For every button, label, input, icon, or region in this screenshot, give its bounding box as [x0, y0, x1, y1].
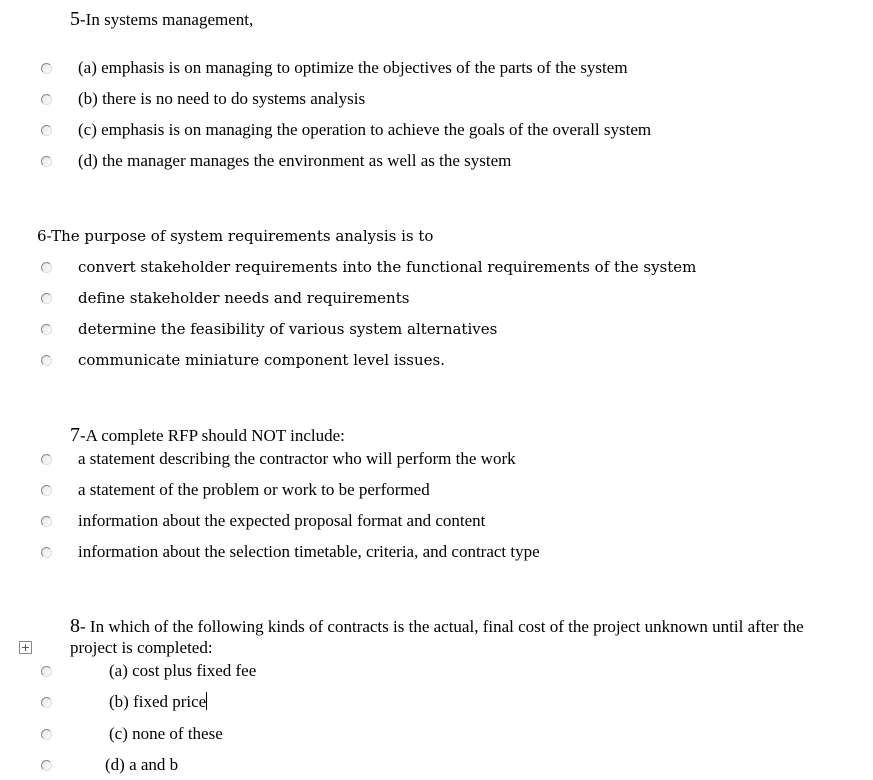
option-q8-a: (a) cost plus fixed fee — [109, 661, 257, 680]
question-text: - In which of the following kinds of contracts is the actual, final cost of the project unknown until after the — [80, 617, 804, 636]
question-number: 5 — [70, 8, 80, 30]
radio-q8-c[interactable] — [41, 729, 52, 740]
option-q7-c: information about the expected proposal format and content — [78, 511, 486, 530]
question-8-title — [70, 616, 804, 637]
question-number: 7 — [70, 424, 80, 446]
radio-q6-a[interactable] — [41, 262, 52, 273]
question-text: -In systems management, — [80, 10, 254, 29]
radio-q5-b[interactable] — [41, 94, 52, 105]
option-q8-c: (c) none of these — [109, 724, 223, 743]
option-q8-b — [109, 692, 207, 712]
question-7-title — [70, 425, 345, 446]
radio-q7-a[interactable] — [41, 454, 52, 465]
option-text: (b) fixed price — [109, 692, 207, 711]
option-q5-c: (c) emphasis is on managing the operation to achieve the goals of the overall system — [78, 120, 652, 139]
radio-q6-c[interactable] — [41, 324, 52, 335]
radio-q8-b[interactable] — [41, 697, 52, 708]
option-q7-a: a statement describing the contractor who will perform the work — [78, 449, 516, 468]
radio-q7-c[interactable] — [41, 516, 52, 527]
question-text: -A complete RFP should NOT include: — [80, 426, 345, 445]
option-q8-d: (d) a and b — [105, 755, 179, 774]
radio-q6-b[interactable] — [41, 293, 52, 304]
radio-q7-d[interactable] — [41, 547, 52, 558]
option-q5-b: (b) there is no need to do systems analysis — [78, 89, 366, 108]
radio-q8-d[interactable] — [41, 760, 52, 771]
option-q7-b: a statement of the problem or work to be performed — [78, 480, 430, 499]
radio-q6-d[interactable] — [41, 355, 52, 366]
question-5-title — [70, 9, 253, 30]
move-handle-icon[interactable]: + — [20, 641, 31, 654]
question-8-title-line2: project is completed: — [70, 638, 213, 657]
radio-q5-c[interactable] — [41, 125, 52, 136]
text-cursor — [206, 692, 207, 710]
radio-q8-a[interactable] — [41, 666, 52, 677]
question-number: 8 — [70, 615, 80, 637]
option-q6-d: communicate miniature component level issues. — [78, 351, 446, 369]
option-q5-d: (d) the manager manages the environment as well as the system — [78, 151, 512, 170]
option-q6-b: define stakeholder needs and requirements — [78, 289, 410, 307]
question-6-title: 6-The purpose of system requirements analysis is to — [37, 227, 434, 245]
option-q5-a: (a) emphasis is on managing to optimize the objectives of the parts of the system — [78, 58, 628, 77]
option-q6-c: determine the feasibility of various system alternatives — [78, 320, 498, 338]
radio-q5-d[interactable] — [41, 156, 52, 167]
radio-q5-a[interactable] — [41, 63, 52, 74]
radio-q7-b[interactable] — [41, 485, 52, 496]
option-q7-d: information about the selection timetable, criteria, and contract type — [78, 542, 540, 561]
option-q6-a: convert stakeholder requirements into the functional requirements of the system — [78, 258, 697, 276]
